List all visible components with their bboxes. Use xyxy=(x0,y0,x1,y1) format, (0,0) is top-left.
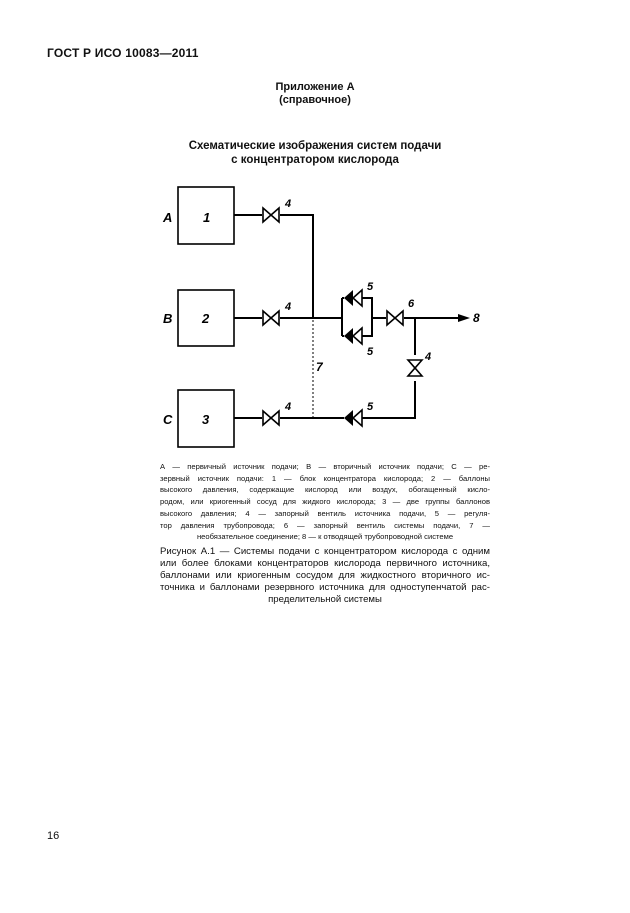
source-letter-c: C xyxy=(163,412,173,427)
outlet-arrow-icon xyxy=(458,314,470,322)
pressure-regulator-lower xyxy=(344,328,362,344)
label-optional-connection: 7 xyxy=(316,360,323,374)
label-regulator-reserve: 5 xyxy=(367,401,374,413)
source-letter-a: A xyxy=(163,210,173,225)
legend-line: тор давления трубопровода; 6 — запорный вентиль системы подачи, 7 — xyxy=(160,520,490,530)
caption-line: точника и баллонами резервного источника для одноступенчатой рас- xyxy=(160,581,490,593)
source-number-1: 1 xyxy=(203,210,211,225)
shutoff-valve-source-3 xyxy=(263,411,279,425)
legend-line: высокого давления; 4 — запорный вентиль источника подачи, 5 — регуля- xyxy=(160,508,490,518)
label-shutoff-valve-2: 4 xyxy=(285,301,292,313)
page-number: 16 xyxy=(47,830,60,842)
label-regulator-upper: 5 xyxy=(367,281,374,293)
caption-line: баллонами или криогенным сосудом для жидкостного вторичного ис- xyxy=(160,569,490,581)
caption-line: Рисунок А.1 — Системы подачи с концентратором кислорода с одним xyxy=(160,546,490,557)
source-number-3: 3 xyxy=(202,412,210,427)
label-shutoff-valve-vertical: 4 xyxy=(425,351,432,363)
legend-line: родом, или криогенный сосуд для жидкого кислорода; 3 — две группы баллонов xyxy=(160,497,490,507)
shutoff-valve-source-2 xyxy=(263,311,279,325)
shutoff-valve-vertical xyxy=(408,360,422,376)
figure-legend xyxy=(160,461,490,543)
supply-system-valve xyxy=(387,311,403,325)
source-number-2: 2 xyxy=(202,311,210,326)
label-regulator-lower: 5 xyxy=(367,346,374,358)
shutoff-valve-source-1 xyxy=(263,208,279,222)
label-supply-valve: 6 xyxy=(408,298,415,310)
label-shutoff-valve-1: 4 xyxy=(285,198,292,210)
pressure-regulator-reserve xyxy=(344,410,362,426)
figure-title-line-2: с концентратором кислорода xyxy=(231,154,399,166)
figure-caption xyxy=(160,546,490,606)
caption-line: пределительной системы xyxy=(268,593,382,605)
legend-line: высокого давления, содержащие кислород или воздух, обогащенный кисло- xyxy=(160,485,490,495)
legend-line: необязательное соединение; 8 — к отводящей трубопроводной системе xyxy=(196,532,454,542)
pipes xyxy=(234,215,460,418)
appendix-title: Приложение А xyxy=(275,81,355,93)
label-shutoff-valve-3: 4 xyxy=(285,401,292,413)
source-letter-b: B xyxy=(163,311,173,326)
legend-line: А — первичный источник подачи; В — вторичный источник подачи; С — ре- xyxy=(160,462,490,471)
appendix-subtitle: (справочное) xyxy=(279,94,351,106)
figure-title-line-1: Схематические изображения систем подачи xyxy=(188,140,442,152)
legend-line: зервный источник подачи: 1 — блок концентратора кислорода; 2 — баллоны xyxy=(160,473,490,483)
label-outlet: 8 xyxy=(473,311,480,325)
pressure-regulator-upper xyxy=(344,290,362,306)
document-header: ГОСТ Р ИСО 10083—2011 xyxy=(47,46,199,60)
caption-line: или более блоками концентраторов кислорода первичного источника, xyxy=(160,557,490,569)
